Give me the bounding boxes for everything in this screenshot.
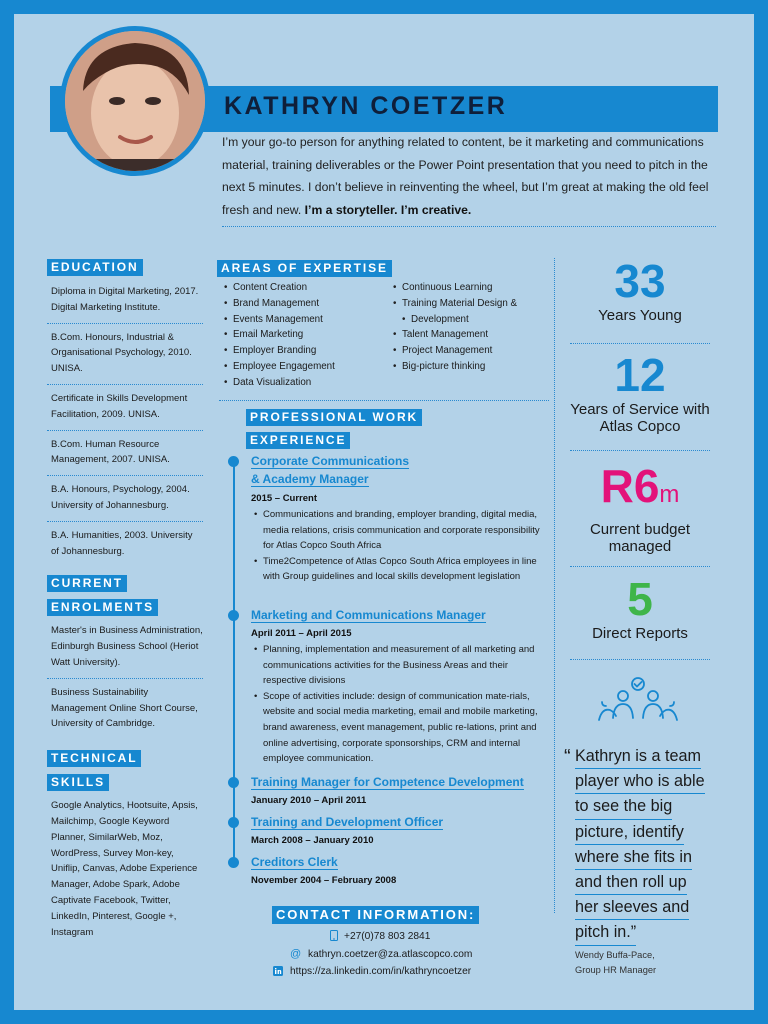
job-bullet: • Communications and branding, employer branding, digital media, media relations, crisis communication and corporate responsibility for Atlas Copco South Africa (254, 507, 546, 554)
education-heading: EDUCATION (47, 259, 143, 276)
education-list (47, 284, 203, 566)
enrolments-heading-line1: CURRENT (47, 575, 127, 592)
job-bullets (254, 507, 546, 585)
timeline-dot (228, 857, 239, 868)
resume-panel (14, 14, 754, 1010)
stat-value: 5 (627, 573, 653, 625)
stat-service-years (562, 349, 718, 435)
quote-line: picture, identify (575, 820, 684, 845)
stat-label: Years of Service with Atlas Copco (570, 401, 710, 435)
job-bullet: • Time2Competence of Atlas Copco South Africa employees in line with Group guidelines and local skills development legislation (254, 554, 546, 585)
intro-text: I’m your go-to person for anything related to content, be it marketing and communications material, training deliverables or the Power Point presentation that you need to pitch in the next 5 minutes. I don’t believe in reinventing the wheel, but I’m great at making the old feel fresh and new. (222, 135, 709, 217)
stat-label: Years Young (598, 307, 682, 324)
portrait-graphic (65, 31, 205, 171)
job-dates: January 2010 – April 2011 (251, 795, 367, 806)
expertise-list-1 (224, 280, 392, 391)
quote-attribution (575, 948, 656, 978)
contact-heading-wrap (272, 907, 479, 922)
divider (570, 343, 710, 344)
job-dates: 2015 – Current (251, 493, 318, 504)
linkedin-icon (273, 966, 283, 979)
job-title[interactable] (251, 773, 524, 791)
expertise-item: • Employee Engagement (224, 359, 392, 375)
job-title[interactable] (251, 813, 443, 831)
divider (222, 226, 716, 227)
education-item: Diploma in Digital Marketing, 2017. Digital Marketing Institute. (47, 284, 203, 324)
intro-paragraph (222, 131, 724, 221)
team-icon (596, 676, 680, 731)
expertise-item: • Data Visualization (224, 375, 392, 391)
phone-icon (330, 930, 338, 944)
job-title[interactable] (251, 853, 338, 871)
education-item: B.Com. Honours, Industrial & Organisational Psychology, 2010. UNISA. (47, 330, 203, 385)
experience-heading-wrap-2 (246, 431, 350, 449)
stat-label: Current budget managed (589, 521, 691, 555)
expertise-heading-wrap (217, 259, 392, 277)
expertise-item-continued-text: Development (411, 313, 469, 325)
expertise-item: • Employer Branding (224, 343, 392, 359)
contact-email[interactable]: kathryn.coetzer@za.atlascopco.com (308, 949, 473, 960)
timeline-dot (228, 610, 239, 621)
divider (570, 450, 710, 451)
profile-photo-image (65, 31, 205, 171)
candidate-name: KATHRYN COETZER (224, 92, 508, 120)
job-title-line1[interactable]: Training and Development Officer (251, 815, 444, 829)
contact-heading: CONTACT INFORMATION: (272, 906, 479, 924)
expertise-item: • Training Material Design & (393, 296, 553, 312)
stat-value-wrap (562, 460, 718, 518)
intro-tagline: I’m a storyteller. I’m creative. (304, 202, 472, 217)
timeline-dot (228, 777, 239, 788)
expertise-list-2 (393, 280, 553, 375)
expertise-item: • Project Management (393, 343, 553, 359)
skills-text: Google Analytics, Hootsuite, Apsis, Mailchimp, Google Keyword Planner, SimilarWeb, Moz, WordPress, Survey Mon-key, Uniflip, Canvas, Adobe Experience Manager, Adobe Spark, Adobe Captivate Facebook, Twitter, LinkedIn, Pinterest, Google +, Instagram (51, 800, 198, 938)
quote-line: player who is able (575, 769, 705, 794)
job-dates: March 2008 – January 2010 (251, 835, 374, 846)
job-title-line1[interactable]: Corporate Communications (251, 454, 410, 468)
stat-value: 12 (614, 349, 666, 401)
contact-linkedin[interactable]: https://za.linkedin.com/in/kathryncoetzer (290, 966, 472, 977)
stat-unit: m (659, 481, 680, 508)
contact-phone[interactable]: +27(0)78 803 2841 (344, 931, 431, 942)
enrolment-item: Master's in Business Administration, Edinburgh Business School (Heriot Watt University). (47, 623, 203, 678)
left-column (47, 258, 203, 940)
timeline-dot (228, 817, 239, 828)
quote-author: Wendy Buffa-Pace, (575, 950, 655, 960)
expertise-item: • Talent Management (393, 327, 553, 343)
column-divider (554, 258, 555, 913)
job-bullets (254, 642, 546, 767)
job-title-line1[interactable]: Marketing and Communications Manager (251, 608, 486, 622)
skills-heading-line2: SKILLS (47, 774, 109, 791)
stat-age (562, 255, 718, 324)
job-title-continued[interactable] (251, 470, 369, 488)
quote-open-mark: “ (564, 746, 571, 768)
expertise-item: • Continuous Learning (393, 280, 553, 296)
experience-heading-line1: PROFESSIONAL WORK (246, 409, 422, 426)
expertise-item: • Email Marketing (224, 327, 392, 343)
stat-value: 33 (614, 255, 666, 307)
stat-budget (562, 460, 718, 555)
divider (219, 400, 549, 401)
education-item: B.A. Humanities, 2003. University of Johannesburg. (51, 529, 193, 557)
job-bullet: • Planning, implementation and measurement of all marketing and communications activities for the Business Areas and their respective divisions (254, 642, 546, 689)
expertise-item: • Events Management (224, 312, 392, 328)
quote-line: Kathryn is a team (575, 744, 701, 769)
quote-line: to see the big (575, 794, 672, 819)
skills-heading-line1: TECHNICAL (47, 750, 141, 767)
stat-label: Direct Reports (592, 625, 688, 642)
job-title[interactable] (251, 606, 486, 624)
timeline-dot (228, 456, 239, 467)
enrolment-item: Business Sustainability Management Online Short Course, University of Cambridge. (51, 686, 198, 730)
profile-photo (60, 26, 210, 176)
enrolments-list (47, 623, 203, 739)
testimonial-quote (575, 744, 725, 946)
enrolments-heading-line2: ENROLMENTS (47, 599, 158, 616)
expertise-heading: AREAS OF EXPERTISE (217, 260, 392, 277)
expertise-item: • Big-picture thinking (393, 359, 553, 375)
quote-author-role: Group HR Manager (575, 965, 657, 975)
job-bullet: • Scope of activities include: design of communication mate-rials, website and social media marketing, email and mobile marketing, brand awareness, event management, public re-lations, print and online advertising, corporate sponsorships, CRM and internal employee communication. (254, 689, 546, 767)
job-title[interactable] (251, 452, 409, 470)
education-item: B.Com. Human Resource Management, 2007. UNISA. (47, 437, 203, 477)
job-title-line1[interactable]: Creditors Clerk (251, 855, 338, 869)
at-icon: @ (290, 948, 302, 960)
job-dates: November 2004 – February 2008 (251, 875, 397, 886)
experience-heading-wrap-1 (246, 408, 422, 426)
timeline-line (233, 462, 235, 864)
education-item: Certificate in Skills Development Facilitation, 2009. UNISA. (47, 391, 203, 431)
job-title-line1[interactable]: Training Manager for Competence Development (251, 775, 524, 789)
expertise-item: • Content Creation (224, 280, 392, 296)
quote-line: where she fits in (575, 845, 692, 870)
experience-heading-line2: EXPERIENCE (246, 432, 350, 449)
expertise-item-continued (393, 312, 553, 328)
quote-line: her sleeves and (575, 895, 689, 920)
stat-direct-reports (562, 573, 718, 642)
stat-value: R6 (600, 460, 660, 512)
quote-line: and then roll up (575, 870, 687, 895)
job-title-line2[interactable]: & Academy Manager (251, 472, 369, 486)
divider (570, 659, 710, 660)
job-dates: April 2011 – April 2015 (251, 628, 352, 639)
expertise-item: • Brand Management (224, 296, 392, 312)
divider (570, 566, 710, 567)
quote-line: pitch in.” (575, 920, 636, 945)
education-item: B.A. Honours, Psychology, 2004. University of Johannesburg. (47, 482, 203, 522)
